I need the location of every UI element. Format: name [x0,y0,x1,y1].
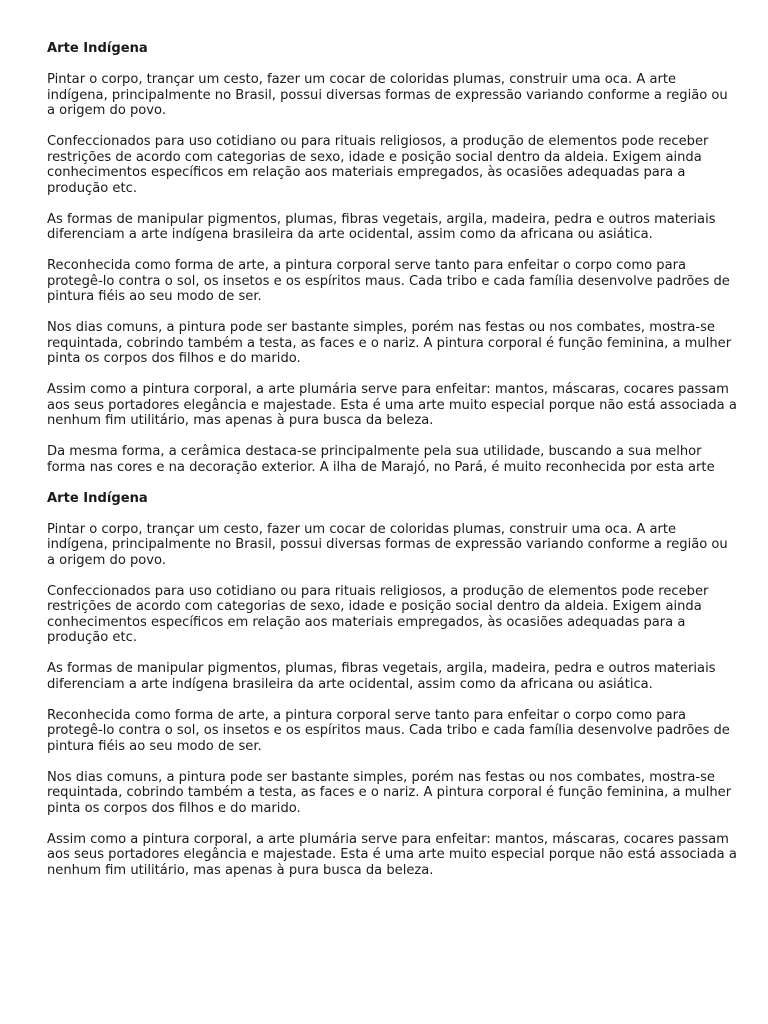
paragraph: As formas de manipular pigmentos, plumas, fibras vegetais, argila, madeira, pedra e outros materiais diferenciam a arte indígena brasileira da arte ocidental, assim como da africana ou asiática. [47,211,716,242]
paragraph: Confeccionados para uso cotidiano ou para rituais religiosos, a produção de elementos pode receber restrições de acordo com categorias de sexo, idade e posição social dentro da aldeia. Exigem ainda conhecimentos específicos em relação aos materiais empregados, às ocasiões adequadas para a produção etc. [47,583,709,645]
paragraph: Nos dias comuns, a pintura pode ser bastante simples, porém nas festas ou nos combates, mostra-se requintada, cobrindo também a testa, as faces e o nariz. A pintura corporal é função feminina, a mulher pinta os corpos dos filhos e do marido. [47,769,732,816]
section-title: Arte Indígena [47,490,148,506]
paragraph: Da mesma forma, a cerâmica destaca-se principalmente pela sua utilidade, buscando a sua melhor forma nas cores e na decoração exterior. A ilha de Marajó, no Pará, é muito reconhecida por esta arte [47,444,715,475]
article-section-2 [47,491,737,879]
paragraph: Pintar o corpo, trançar um cesto, fazer um cocar de coloridas plumas, construir uma oca. A arte indígena, principalmente no Brasil, possui diversas formas de expressão variando conforme a região ou a origem do povo. [47,72,728,118]
paragraph: As formas de manipular pigmentos, plumas, fibras vegetais, argila, madeira, pedra e outros materiais diferenciam a arte indígena brasileira da arte ocidental, assim como da africana ou asiática. [47,661,716,692]
paragraph: Reconhecida como forma de arte, a pintura corporal serve tanto para enfeitar o corpo como para protegê-lo contra o sol, os insetos e os espíritos maus. Cada tribo e cada família desenvolve padrões de pintura fiéis ao seu modo de ser. [47,707,730,754]
paragraph: Reconhecida como forma de arte, a pintura corporal serve tanto para enfeitar o corpo como para protegê-lo contra o sol, os insetos e os espíritos maus. Cada tribo e cada família desenvolve padrões de pintura fiéis ao seu modo de ser. [47,258,730,304]
section-title: Arte Indígena [47,41,148,56]
paragraph: Assim como a pintura corporal, a arte plumária serve para enfeitar: mantos, máscaras, cocares passam aos seus portadores elegância e majestade. Esta é uma arte muito especial porque não está associada a nenhum fim utilitário, mas apenas à pura busca da beleza. [47,382,737,428]
paragraph: Pintar o corpo, trançar um cesto, fazer um cocar de coloridas plumas, construir uma oca. A arte indígena, principalmente no Brasil, possui diversas formas de expressão variando conforme a região ou a origem do povo. [47,521,728,568]
paragraph: Nos dias comuns, a pintura pode ser bastante simples, porém nas festas ou nos combates, mostra-se requintada, cobrindo também a testa, as faces e o nariz. A pintura corporal é função feminina, a mulher pinta os corpos dos filhos e do marido. [47,320,732,366]
paragraph: Assim como a pintura corporal, a arte plumária serve para enfeitar: mantos, máscaras, cocares passam aos seus portadores elegância e majestade. Esta é uma arte muito especial porque não está associada a nenhum fim utilitário, mas apenas à pura busca da beleza. [47,831,737,878]
paragraph: Confeccionados para uso cotidiano ou para rituais religiosos, a produção de elementos pode receber restrições de acordo com categorias de sexo, idade e posição social dentro da aldeia. Exigem ainda conhecimentos específicos em relação aos materiais empregados, às ocasiões adequadas para a produção etc. [47,134,709,196]
document-page [47,36,737,878]
article-section-1 [47,41,737,475]
